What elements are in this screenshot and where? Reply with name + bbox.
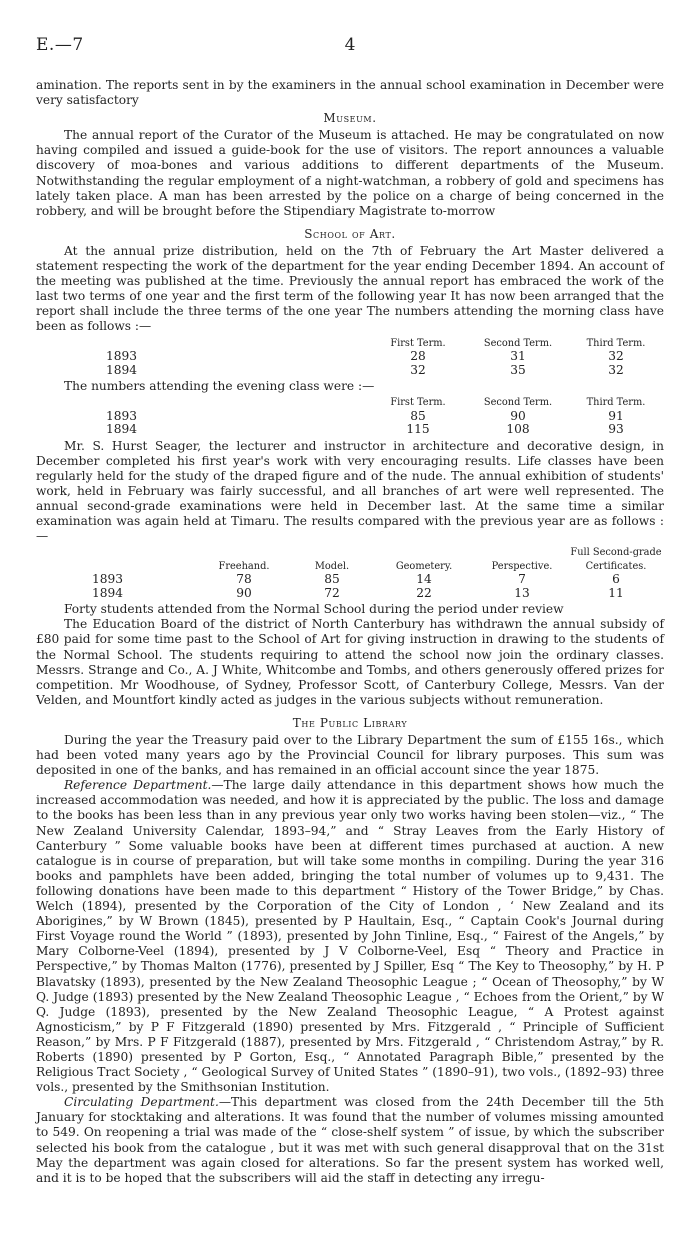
column-header: Geometery. xyxy=(395,560,453,572)
art-paragraph-1: At the annual prize distribution, held on the 7th of February the Art Master delivered a statement respecting the work of the department for the year ending December 1894. An account of the meeting was published at the time. Previously the annual report has embraced the work of the last two terms of one year and the first term of the following year It has now been arranged that the report shall include the three terms of the one year The numbers attending the morning class have been as follows :— xyxy=(36,243,664,334)
school-of-art-heading: School of Art. xyxy=(304,226,396,241)
table-cell: 78 xyxy=(236,572,252,587)
art-paragraph-2: Mr. S. Hurst Seager, the lecturer and instructor in architecture and decorative design, in December completed his first year's work with very encouraging results. Life classes have been regularly held for the study of the draped figure and of the nude. The annual exhibition of students' work, held in February was fairly successful, and all branches of art were well represented. The annual second-grade examinations were held in December last. At the same time a similar examination was again held at Timaru. The results compared with the previous year are as follows :— xyxy=(36,438,664,544)
row-year: 1893 xyxy=(92,572,124,587)
page-number: 4 xyxy=(344,35,356,55)
table-cell: 22 xyxy=(416,585,432,600)
column-header: First Term. xyxy=(390,337,446,349)
column-header: Perspective. xyxy=(491,560,553,572)
table-cell: 11 xyxy=(608,585,624,600)
column-header: Third Term. xyxy=(586,337,646,349)
table-cell: 90 xyxy=(236,585,252,600)
table-cell: 85 xyxy=(324,572,340,587)
table-cell: 6 xyxy=(612,572,620,587)
row-year: 1893 xyxy=(106,349,138,363)
column-header: Model. xyxy=(314,560,350,572)
table-cell: 35 xyxy=(510,362,526,377)
evening-class-intro: The numbers attending the evening class were :— xyxy=(64,379,375,393)
circulating-department-text: —This department was closed from the 24th December till the 5th January for stocktaking and alterations. It was found that the number of volumes missing amounted to 549. On reopening a trial was made of the “ close-shelf system ” of issue, by which the subscriber selected his book from the catalogue , but it was met with such general disapproval that on the 31st May the department was again closed for alterations. So far the present system has worked well, and it is to be hoped that the subscribers will aid the staff in detecting any irregu- xyxy=(36,1095,664,1185)
page-reference: E.—7 xyxy=(36,35,84,55)
morning-class-table xyxy=(36,337,664,378)
exam-results-table xyxy=(36,546,664,600)
table-cell: 85 xyxy=(410,408,426,423)
table-cell: 32 xyxy=(608,349,624,363)
table-cell: 91 xyxy=(608,408,624,423)
page-body xyxy=(36,78,664,1186)
public-library-heading: The Public Library xyxy=(292,715,408,730)
art-paragraph-4: The Education Board of the district of North Canterbury has withdrawn the annual subsidy of £80 paid for some time past to the School of Art for giving instruction in drawing to the students of the Normal School. The students requiring to attend the school now join the ordinary classes. Messrs. Strange and Co., A. J White, Whitcombe and Tombs, and others generously offered prizes for competition. Mr Woodhouse, of Sydney, Professor Scott, of Canterbury College, Messrs. Van der Velden, and Mountfort kindly acted as judges in the various subjects without remuneration. xyxy=(36,617,664,707)
row-year: 1894 xyxy=(106,422,138,437)
table-row xyxy=(36,423,664,437)
table-cell: 32 xyxy=(410,362,426,377)
art-paragraph-3: Forty students attended from the Normal School during the period under review xyxy=(64,602,564,617)
column-header: Third Term. xyxy=(586,397,646,409)
row-year: 1894 xyxy=(106,362,138,377)
table-row xyxy=(36,364,664,378)
reference-department-paragraph xyxy=(36,778,664,1095)
circulating-department-label: Circulating Department. xyxy=(64,1095,219,1110)
column-header: Full Second-grade Certificates. xyxy=(570,547,662,572)
page-header xyxy=(36,35,664,58)
table-row xyxy=(36,587,664,601)
library-paragraph-1: During the year the Treasury paid over to the Library Department the sum of £155 16s., which had been voted many years ago by the Provincial Council for library purposes. This sum was deposited in one of the banks, and has remained in an official account since the year 1875. xyxy=(36,733,664,778)
table-cell: 14 xyxy=(416,572,432,587)
column-header: First Term. xyxy=(390,397,446,409)
intro-paragraph: amination. The reports sent in by the examiners in the annual school examination in December were very satisfactory xyxy=(36,78,664,108)
table-cell: 93 xyxy=(608,422,624,437)
column-header: Second Term. xyxy=(483,337,553,349)
table-cell: 28 xyxy=(410,349,426,363)
table-header-row xyxy=(36,546,664,573)
table-header-row xyxy=(36,396,664,410)
evening-class-table xyxy=(36,396,664,437)
column-header: Second Term. xyxy=(483,397,553,409)
museum-heading: Museum. xyxy=(323,111,377,126)
table-row xyxy=(36,350,664,364)
column-header: Freehand. xyxy=(218,560,270,572)
table-cell: 108 xyxy=(506,422,530,437)
table-cell: 7 xyxy=(518,572,526,587)
table-row xyxy=(36,410,664,424)
table-cell: 13 xyxy=(514,585,530,600)
reference-department-text: —The large daily attendance in this department shows how much the increased accommodation was needed, and how it is appreciated by the public. The loss and damage to the books has been less than in any previous year only two works having been stolen—viz., “ The New Zealand University Calendar, 1893–94,” and “ Stray Leaves from the Early History of Canterbury ” Some valuable books have been at different times purchased at auction. A new catalogue is in course of preparation, but will take some months in compiling. During the year 316 books and pamphlets have been added, bringing the total number of volumes up to 9,431. The following donations have been made to this department “ History of the Tower Bridge,” by Chas. Welch (1894), presented by the Corporation of the City of London , ‘ New Zealand and its Aborigines,” by W Brown (1845), presented by P Haultain, Esq., “ Captain Cook's Journal during First Voyage round the World ” (1893), presented by John Tinline, Esq., “ Fairest of the Angels,” by Mary Colborne-Veel (1894), presented by J V Colborne-Veel, Esq “ Theory and Practice in Perspective,” by Thomas Malton (1776), presented by J Spiller, Esq “ The Key to Theosophy,” by H. P Blavatsky (1893), presented by the New Zealand Theosophic League ; “ Ocean of Theosophy,” by W Q. Judge (1893) presented by the New Zealand Theosophic League , “ Echoes from the Orient,” by W Q. Judge (1893), presented by the New Zealand Theosophic League, “ A Protest against Agnosticism,” by P F Fitzgerald (1890) presented by Mrs. Fitzgerald , “ Principle of Sufficient Reason,” by Mrs. P F Fitzgerald (1887), presented by Mrs. Fitzgerald , “ Christendom Astray,” by R. Roberts (1890) presented by P Gorton, Esq., “ Annotated Paragraph Bible,” presented by the Religious Tract Society , “ Geological Survey of United States ” (1890–91), two vols., (1892–93) three vols., presented by the Smithsonian Institution. xyxy=(36,778,664,1095)
table-cell: 31 xyxy=(510,349,526,363)
reference-department-label: Reference Department. xyxy=(64,778,212,793)
table-cell: 32 xyxy=(608,362,624,377)
table-cell: 90 xyxy=(510,408,526,423)
row-year: 1894 xyxy=(92,585,124,600)
table-cell: 72 xyxy=(324,585,340,600)
table-cell: 115 xyxy=(406,422,430,437)
row-year: 1893 xyxy=(106,408,138,423)
table-row xyxy=(36,573,664,587)
table-header-row xyxy=(36,337,664,351)
circulating-department-paragraph xyxy=(36,1095,664,1186)
museum-paragraph: The annual report of the Curator of the Museum is attached. He may be congratulated on now having compiled and issued a guide-book for the use of visitors. The report announces a valuable discovery of moa-bones and various additions to different departments of the Museum. Notwithstanding the regular employment of a night-watchman, a robbery of gold and specimens has lately taken place. A man has been arrested by the police on a charge of being concerned in the robbery, and will be brought before the Stipendiary Magistrate to-morrow xyxy=(36,128,664,218)
